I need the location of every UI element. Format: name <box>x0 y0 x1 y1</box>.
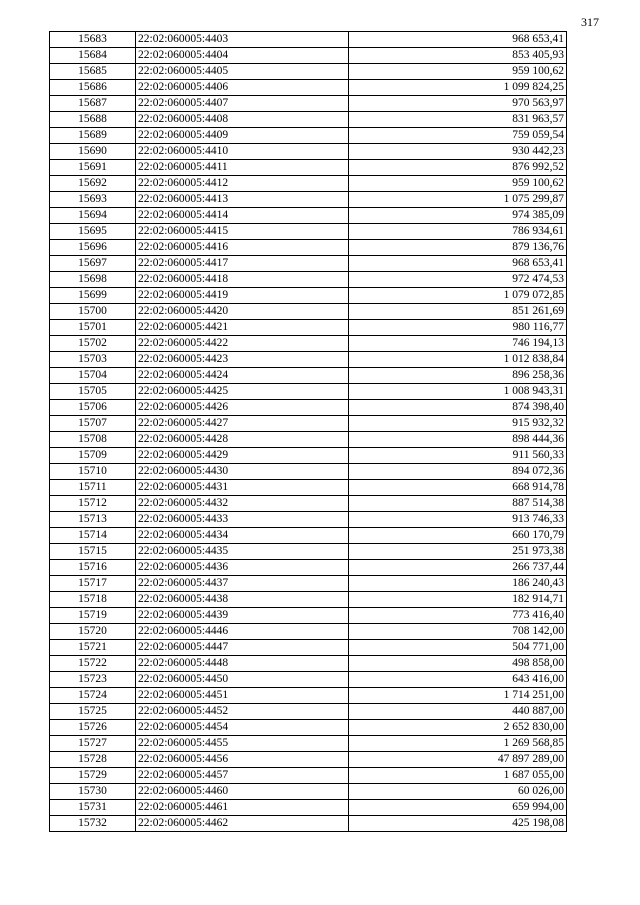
table-row <box>50 48 567 64</box>
table-row <box>50 368 567 384</box>
cadastral-number-cell: 22:02:060005:4422 <box>136 336 349 352</box>
row-number-cell: 15701 <box>50 320 136 336</box>
cadastral-number-cell: 22:02:060005:4408 <box>136 112 349 128</box>
cadastral-number-cell: 22:02:060005:4450 <box>136 672 349 688</box>
table-row <box>50 320 567 336</box>
cadastral-value-cell: 879 136,76 <box>349 240 567 256</box>
table-row <box>50 144 567 160</box>
table-row <box>50 496 567 512</box>
cadastral-value-cell: 970 563,97 <box>349 96 567 112</box>
cadastral-number-cell: 22:02:060005:4407 <box>136 96 349 112</box>
row-number-cell: 15709 <box>50 448 136 464</box>
cadastral-value-cell: 1 008 943,31 <box>349 384 567 400</box>
row-number-cell: 15692 <box>50 176 136 192</box>
cadastral-number-cell: 22:02:060005:4411 <box>136 160 349 176</box>
row-number-cell: 15684 <box>50 48 136 64</box>
cadastral-number-cell: 22:02:060005:4412 <box>136 176 349 192</box>
cadastral-value-cell: 759 059,54 <box>349 128 567 144</box>
row-number-cell: 15721 <box>50 640 136 656</box>
cadastral-number-cell: 22:02:060005:4436 <box>136 560 349 576</box>
cadastral-value-cell: 980 116,77 <box>349 320 567 336</box>
cadastral-number-cell: 22:02:060005:4428 <box>136 432 349 448</box>
cadastral-value-cell: 746 194,13 <box>349 336 567 352</box>
table-row <box>50 64 567 80</box>
cadastral-number-cell: 22:02:060005:4456 <box>136 752 349 768</box>
cadastral-value-cell: 1 012 838,84 <box>349 352 567 368</box>
row-number-cell: 15718 <box>50 592 136 608</box>
row-number-cell: 15728 <box>50 752 136 768</box>
cadastral-value-cell: 498 858,00 <box>349 656 567 672</box>
cadastral-number-cell: 22:02:060005:4434 <box>136 528 349 544</box>
cadastral-number-cell: 22:02:060005:4457 <box>136 768 349 784</box>
table-row <box>50 752 567 768</box>
table-row <box>50 656 567 672</box>
cadastral-value-cell: 1 714 251,00 <box>349 688 567 704</box>
cadastral-number-cell: 22:02:060005:4429 <box>136 448 349 464</box>
row-number-cell: 15704 <box>50 368 136 384</box>
cadastral-number-cell: 22:02:060005:4418 <box>136 272 349 288</box>
cadastral-value-cell: 786 934,61 <box>349 224 567 240</box>
table-row <box>50 240 567 256</box>
table-row <box>50 112 567 128</box>
table-row <box>50 80 567 96</box>
cadastral-number-cell: 22:02:060005:4461 <box>136 800 349 816</box>
table-row <box>50 512 567 528</box>
row-number-cell: 15702 <box>50 336 136 352</box>
row-number-cell: 15713 <box>50 512 136 528</box>
cadastral-value-cell: 47 897 289,00 <box>349 752 567 768</box>
cadastral-number-cell: 22:02:060005:4415 <box>136 224 349 240</box>
cadastral-number-cell: 22:02:060005:4435 <box>136 544 349 560</box>
cadastral-number-cell: 22:02:060005:4439 <box>136 608 349 624</box>
cadastral-number-cell: 22:02:060005:4420 <box>136 304 349 320</box>
table-row <box>50 688 567 704</box>
cadastral-number-cell: 22:02:060005:4413 <box>136 192 349 208</box>
row-number-cell: 15725 <box>50 704 136 720</box>
table-row <box>50 96 567 112</box>
row-number-cell: 15688 <box>50 112 136 128</box>
cadastral-value-cell: 708 142,00 <box>349 624 567 640</box>
row-number-cell: 15710 <box>50 464 136 480</box>
table-row <box>50 208 567 224</box>
table-row <box>50 640 567 656</box>
row-number-cell: 15727 <box>50 736 136 752</box>
table-row <box>50 160 567 176</box>
cadastral-value-cell: 968 653,41 <box>349 256 567 272</box>
row-number-cell: 15705 <box>50 384 136 400</box>
row-number-cell: 15711 <box>50 480 136 496</box>
row-number-cell: 15715 <box>50 544 136 560</box>
cadastral-number-cell: 22:02:060005:4454 <box>136 720 349 736</box>
cadastral-value-cell: 896 258,36 <box>349 368 567 384</box>
row-number-cell: 15696 <box>50 240 136 256</box>
cadastral-value-cell: 968 653,41 <box>349 32 567 48</box>
row-number-cell: 15719 <box>50 608 136 624</box>
table-row <box>50 624 567 640</box>
table-row <box>50 672 567 688</box>
cadastral-value-cell: 853 405,93 <box>349 48 567 64</box>
cadastral-number-cell: 22:02:060005:4406 <box>136 80 349 96</box>
cadastral-value-cell: 668 914,78 <box>349 480 567 496</box>
cadastral-number-cell: 22:02:060005:4433 <box>136 512 349 528</box>
row-number-cell: 15685 <box>50 64 136 80</box>
row-number-cell: 15730 <box>50 784 136 800</box>
row-number-cell: 15703 <box>50 352 136 368</box>
cadastral-value-cell: 1 269 568,85 <box>349 736 567 752</box>
table-row <box>50 400 567 416</box>
cadastral-number-cell: 22:02:060005:4432 <box>136 496 349 512</box>
table-row <box>50 576 567 592</box>
cadastral-value-cell: 959 100,62 <box>349 176 567 192</box>
table-row <box>50 272 567 288</box>
cadastral-value-cell: 1 099 824,25 <box>349 80 567 96</box>
cadastral-number-cell: 22:02:060005:4409 <box>136 128 349 144</box>
cadastral-value-cell: 251 973,38 <box>349 544 567 560</box>
cadastral-number-cell: 22:02:060005:4452 <box>136 704 349 720</box>
row-number-cell: 15687 <box>50 96 136 112</box>
row-number-cell: 15708 <box>50 432 136 448</box>
table-row <box>50 480 567 496</box>
row-number-cell: 15724 <box>50 688 136 704</box>
table-row <box>50 608 567 624</box>
cadastral-number-cell: 22:02:060005:4417 <box>136 256 349 272</box>
table-row <box>50 128 567 144</box>
table-row <box>50 448 567 464</box>
cadastral-number-cell: 22:02:060005:4414 <box>136 208 349 224</box>
cadastral-value-cell: 1 079 072,85 <box>349 288 567 304</box>
row-number-cell: 15712 <box>50 496 136 512</box>
row-number-cell: 15695 <box>50 224 136 240</box>
registry-table <box>49 31 567 832</box>
cadastral-number-cell: 22:02:060005:4431 <box>136 480 349 496</box>
cadastral-number-cell: 22:02:060005:4421 <box>136 320 349 336</box>
registry-table-body <box>50 32 567 832</box>
table-row <box>50 416 567 432</box>
cadastral-number-cell: 22:02:060005:4427 <box>136 416 349 432</box>
cadastral-number-cell: 22:02:060005:4447 <box>136 640 349 656</box>
table-row <box>50 720 567 736</box>
table-row <box>50 32 567 48</box>
table-row <box>50 704 567 720</box>
cadastral-value-cell: 266 737,44 <box>349 560 567 576</box>
row-number-cell: 15699 <box>50 288 136 304</box>
cadastral-value-cell: 643 416,00 <box>349 672 567 688</box>
row-number-cell: 15731 <box>50 800 136 816</box>
row-number-cell: 15691 <box>50 160 136 176</box>
cadastral-number-cell: 22:02:060005:4404 <box>136 48 349 64</box>
cadastral-value-cell: 182 914,71 <box>349 592 567 608</box>
cadastral-number-cell: 22:02:060005:4455 <box>136 736 349 752</box>
cadastral-value-cell: 2 652 830,00 <box>349 720 567 736</box>
cadastral-number-cell: 22:02:060005:4448 <box>136 656 349 672</box>
cadastral-value-cell: 660 170,79 <box>349 528 567 544</box>
cadastral-value-cell: 876 992,52 <box>349 160 567 176</box>
cadastral-number-cell: 22:02:060005:4424 <box>136 368 349 384</box>
row-number-cell: 15726 <box>50 720 136 736</box>
table-row <box>50 592 567 608</box>
cadastral-value-cell: 186 240,43 <box>349 576 567 592</box>
row-number-cell: 15732 <box>50 816 136 832</box>
cadastral-value-cell: 851 261,69 <box>349 304 567 320</box>
cadastral-value-cell: 60 026,00 <box>349 784 567 800</box>
table-row <box>50 464 567 480</box>
table-row <box>50 384 567 400</box>
row-number-cell: 15689 <box>50 128 136 144</box>
cadastral-value-cell: 1 075 299,87 <box>349 192 567 208</box>
cadastral-number-cell: 22:02:060005:4437 <box>136 576 349 592</box>
cadastral-value-cell: 972 474,53 <box>349 272 567 288</box>
row-number-cell: 15706 <box>50 400 136 416</box>
cadastral-number-cell: 22:02:060005:4416 <box>136 240 349 256</box>
cadastral-value-cell: 930 442,23 <box>349 144 567 160</box>
table-row <box>50 736 567 752</box>
cadastral-value-cell: 659 994,00 <box>349 800 567 816</box>
table-row <box>50 176 567 192</box>
row-number-cell: 15693 <box>50 192 136 208</box>
cadastral-number-cell: 22:02:060005:4423 <box>136 352 349 368</box>
cadastral-number-cell: 22:02:060005:4405 <box>136 64 349 80</box>
table-row <box>50 224 567 240</box>
cadastral-value-cell: 959 100,62 <box>349 64 567 80</box>
cadastral-number-cell: 22:02:060005:4446 <box>136 624 349 640</box>
row-number-cell: 15700 <box>50 304 136 320</box>
row-number-cell: 15729 <box>50 768 136 784</box>
cadastral-value-cell: 504 771,00 <box>349 640 567 656</box>
table-row <box>50 528 567 544</box>
cadastral-number-cell: 22:02:060005:4451 <box>136 688 349 704</box>
table-row <box>50 304 567 320</box>
page-number: 317 <box>581 15 599 29</box>
cadastral-number-cell: 22:02:060005:4410 <box>136 144 349 160</box>
cadastral-value-cell: 831 963,57 <box>349 112 567 128</box>
cadastral-value-cell: 773 416,40 <box>349 608 567 624</box>
cadastral-value-cell: 974 385,09 <box>349 208 567 224</box>
row-number-cell: 15697 <box>50 256 136 272</box>
table-row <box>50 800 567 816</box>
cadastral-number-cell: 22:02:060005:4430 <box>136 464 349 480</box>
row-number-cell: 15723 <box>50 672 136 688</box>
row-number-cell: 15683 <box>50 32 136 48</box>
row-number-cell: 15690 <box>50 144 136 160</box>
table-row <box>50 256 567 272</box>
row-number-cell: 15717 <box>50 576 136 592</box>
cadastral-value-cell: 913 746,33 <box>349 512 567 528</box>
row-number-cell: 15716 <box>50 560 136 576</box>
table-row <box>50 336 567 352</box>
cadastral-value-cell: 440 887,00 <box>349 704 567 720</box>
cadastral-number-cell: 22:02:060005:4460 <box>136 784 349 800</box>
table-row <box>50 432 567 448</box>
cadastral-number-cell: 22:02:060005:4419 <box>136 288 349 304</box>
table-row <box>50 192 567 208</box>
cadastral-value-cell: 911 560,33 <box>349 448 567 464</box>
table-row <box>50 768 567 784</box>
cadastral-number-cell: 22:02:060005:4438 <box>136 592 349 608</box>
cadastral-value-cell: 1 687 055,00 <box>349 768 567 784</box>
cadastral-value-cell: 887 514,38 <box>349 496 567 512</box>
row-number-cell: 15698 <box>50 272 136 288</box>
cadastral-value-cell: 915 932,32 <box>349 416 567 432</box>
row-number-cell: 15722 <box>50 656 136 672</box>
cadastral-number-cell: 22:02:060005:4425 <box>136 384 349 400</box>
cadastral-number-cell: 22:02:060005:4403 <box>136 32 349 48</box>
row-number-cell: 15707 <box>50 416 136 432</box>
cadastral-value-cell: 425 198,08 <box>349 816 567 832</box>
table-row <box>50 560 567 576</box>
cadastral-value-cell: 898 444,36 <box>349 432 567 448</box>
table-row <box>50 544 567 560</box>
row-number-cell: 15686 <box>50 80 136 96</box>
table-row <box>50 352 567 368</box>
cadastral-value-cell: 874 398,40 <box>349 400 567 416</box>
table-row <box>50 288 567 304</box>
table-row <box>50 784 567 800</box>
table-row <box>50 816 567 832</box>
cadastral-number-cell: 22:02:060005:4426 <box>136 400 349 416</box>
cadastral-number-cell: 22:02:060005:4462 <box>136 816 349 832</box>
row-number-cell: 15714 <box>50 528 136 544</box>
row-number-cell: 15694 <box>50 208 136 224</box>
row-number-cell: 15720 <box>50 624 136 640</box>
cadastral-value-cell: 894 072,36 <box>349 464 567 480</box>
